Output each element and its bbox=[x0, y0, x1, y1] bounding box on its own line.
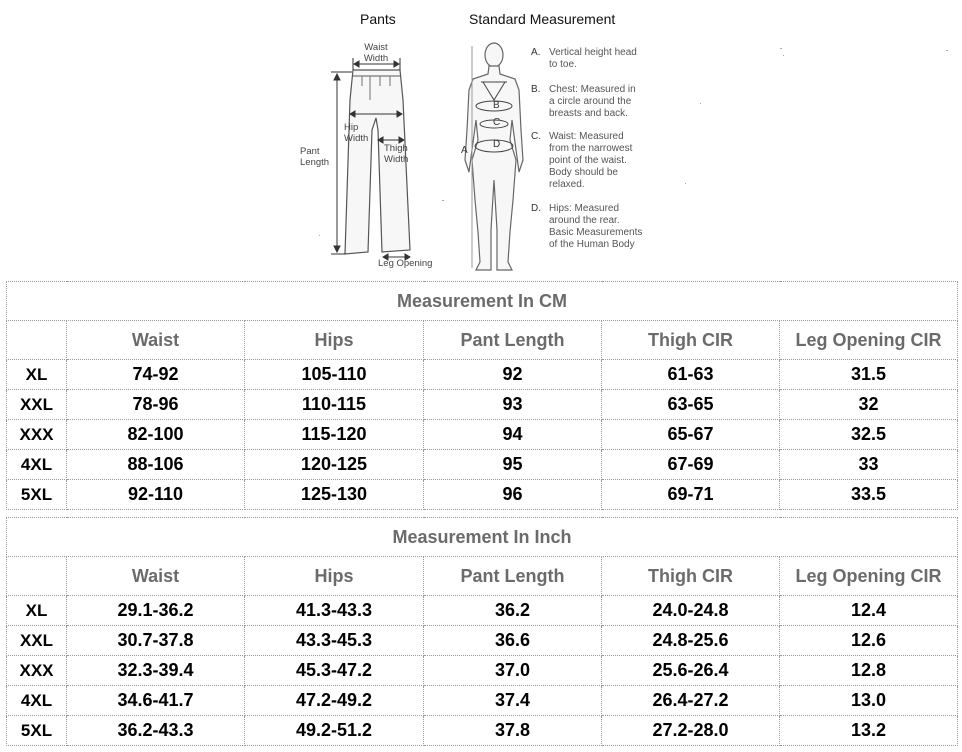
size-cell: XL bbox=[7, 360, 67, 390]
pants-and-body-diagram bbox=[0, 0, 962, 280]
hips-cell: 120-125 bbox=[245, 450, 424, 480]
hip-width-label: Hip Width bbox=[344, 122, 369, 144]
table-row bbox=[7, 596, 958, 626]
size-cell: XXX bbox=[7, 656, 67, 686]
waist-cell: 30.7-37.8 bbox=[67, 626, 245, 656]
pant-length-label: Pant Length bbox=[300, 146, 330, 168]
leg-opening-cir-cell: 12.6 bbox=[780, 626, 958, 656]
size-cell: 4XL bbox=[7, 450, 67, 480]
table-row bbox=[7, 656, 958, 686]
header-cell-thigh-cir: Thigh CIR bbox=[602, 321, 780, 360]
size-cell: 5XL bbox=[7, 480, 67, 510]
pant-length-cell: 37.8 bbox=[424, 716, 602, 746]
hips-cell: 105-110 bbox=[245, 360, 424, 390]
pant-length-cell: 96 bbox=[424, 480, 602, 510]
pant-length-cell: 93 bbox=[424, 390, 602, 420]
inch-table-caption: Measurement In Inch bbox=[7, 518, 958, 557]
size-cell: XL bbox=[7, 596, 67, 626]
size-cell: XXX bbox=[7, 420, 67, 450]
size-cell: 4XL bbox=[7, 686, 67, 716]
table-row bbox=[7, 390, 958, 420]
waist-cell: 74-92 bbox=[67, 360, 245, 390]
standard-measurement-title: Standard Measurement bbox=[469, 11, 616, 27]
hips-cell: 110-115 bbox=[245, 390, 424, 420]
hips-cell: 47.2-49.2 bbox=[245, 686, 424, 716]
pant-length-cell: 94 bbox=[424, 420, 602, 450]
human-body-drawing bbox=[465, 43, 523, 270]
pant-length-cell: 92 bbox=[424, 360, 602, 390]
waist-cell: 92-110 bbox=[67, 480, 245, 510]
leg-opening-cir-cell: 33.5 bbox=[780, 480, 958, 510]
cm-size-table bbox=[6, 281, 958, 510]
body-letter-c: C bbox=[493, 117, 501, 128]
table-row bbox=[7, 450, 958, 480]
waist-cell: 78-96 bbox=[67, 390, 245, 420]
size-cell: 5XL bbox=[7, 716, 67, 746]
thigh-cir-cell: 67-69 bbox=[602, 450, 780, 480]
body-letter-d: D bbox=[493, 139, 501, 150]
leg-opening-cir-cell: 12.4 bbox=[780, 596, 958, 626]
measurement-illustration: Pants Standard Measurement Waist Width Hip Width Pant Length Thigh Width Leg Opening A B C D A. Vertical height head to toe. B. Chest: Measured in a circle around the breasts and back. C. Waist: Measured from the narrowest point of the waist. Body should be relaxed. D. Hips: Measured around the rear. Basic Measurements of the Human Body bbox=[0, 0, 962, 280]
header-cell-pant-length: Pant Length bbox=[424, 557, 602, 596]
leg-opening-label: Leg Opening bbox=[378, 258, 433, 269]
leg-opening-cir-cell: 32.5 bbox=[780, 420, 958, 450]
pant-length-cell: 37.0 bbox=[424, 656, 602, 686]
waist-cell: 36.2-43.3 bbox=[67, 716, 245, 746]
header-cell-leg-opening-cir: Leg Opening CIR bbox=[780, 557, 958, 596]
hips-cell: 43.3-45.3 bbox=[245, 626, 424, 656]
waist-cell: 32.3-39.4 bbox=[67, 656, 245, 686]
header-cell-size bbox=[7, 557, 67, 596]
pant-length-cell: 37.4 bbox=[424, 686, 602, 716]
leg-opening-cir-cell: 12.8 bbox=[780, 656, 958, 686]
table-row bbox=[7, 420, 958, 450]
table-row bbox=[7, 716, 958, 746]
thigh-cir-cell: 65-67 bbox=[602, 420, 780, 450]
table-row bbox=[7, 360, 958, 390]
hips-cell: 125-130 bbox=[245, 480, 424, 510]
thigh-cir-cell: 63-65 bbox=[602, 390, 780, 420]
table-header-row bbox=[7, 321, 958, 360]
waist-cell: 88-106 bbox=[67, 450, 245, 480]
pant-length-cell: 36.2 bbox=[424, 596, 602, 626]
hips-cell: 45.3-47.2 bbox=[245, 656, 424, 686]
pant-length-cell: 95 bbox=[424, 450, 602, 480]
waist-cell: 29.1-36.2 bbox=[67, 596, 245, 626]
thigh-cir-cell: 69-71 bbox=[602, 480, 780, 510]
table-header-row bbox=[7, 557, 958, 596]
header-cell-waist: Waist bbox=[67, 557, 245, 596]
header-cell-waist: Waist bbox=[67, 321, 245, 360]
header-cell-leg-opening-cir: Leg Opening CIR bbox=[780, 321, 958, 360]
leg-opening-cir-cell: 31.5 bbox=[780, 360, 958, 390]
leg-opening-cir-cell: 32 bbox=[780, 390, 958, 420]
waist-cell: 34.6-41.7 bbox=[67, 686, 245, 716]
size-cell: XXL bbox=[7, 390, 67, 420]
hips-cell: 115-120 bbox=[245, 420, 424, 450]
table-row bbox=[7, 480, 958, 510]
header-cell-thigh-cir: Thigh CIR bbox=[602, 557, 780, 596]
header-cell-hips: Hips bbox=[245, 557, 424, 596]
body-letter-b: B bbox=[493, 100, 500, 111]
header-cell-pant-length: Pant Length bbox=[424, 321, 602, 360]
inch-size-table bbox=[6, 517, 958, 746]
hips-cell: 41.3-43.3 bbox=[245, 596, 424, 626]
hips-cell: 49.2-51.2 bbox=[245, 716, 424, 746]
thigh-cir-cell: 27.2-28.0 bbox=[602, 716, 780, 746]
header-cell-hips: Hips bbox=[245, 321, 424, 360]
waist-width-label: Waist Width bbox=[363, 42, 389, 64]
thigh-cir-cell: 25.6-26.4 bbox=[602, 656, 780, 686]
table-row bbox=[7, 686, 958, 716]
header-cell-size bbox=[7, 321, 67, 360]
size-cell: XXL bbox=[7, 626, 67, 656]
thigh-cir-cell: 24.0-24.8 bbox=[602, 596, 780, 626]
cm-table-caption: Measurement In CM bbox=[7, 282, 958, 321]
table-row bbox=[7, 626, 958, 656]
leg-opening-cir-cell: 13.2 bbox=[780, 716, 958, 746]
leg-opening-cir-cell: 13.0 bbox=[780, 686, 958, 716]
body-letter-a: A bbox=[461, 145, 468, 156]
leg-opening-cir-cell: 33 bbox=[780, 450, 958, 480]
thigh-cir-cell: 24.8-25.6 bbox=[602, 626, 780, 656]
thigh-width-label: Thigh Width bbox=[384, 143, 409, 165]
thigh-cir-cell: 26.4-27.2 bbox=[602, 686, 780, 716]
pant-length-cell: 36.6 bbox=[424, 626, 602, 656]
pants-title: Pants bbox=[360, 11, 396, 27]
thigh-cir-cell: 61-63 bbox=[602, 360, 780, 390]
waist-cell: 82-100 bbox=[67, 420, 245, 450]
